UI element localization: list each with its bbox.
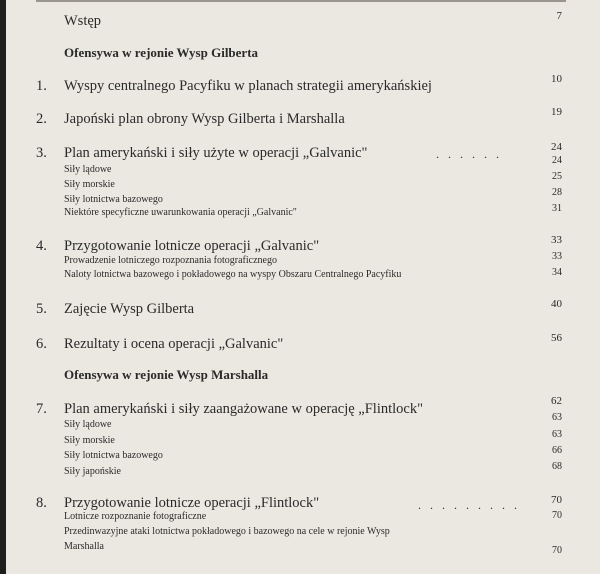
chapter-5-number: 5. [36,301,47,317]
chapter-4-sub-2-page: 34 [552,267,562,278]
chapter-5-title: Zajęcie Wysp Gilberta [64,301,195,317]
chapter-3-sub-3: Siły lotnictwa bazowego [64,194,163,205]
chapter-7-sub-3-page: 66 [552,445,562,456]
chapter-6-page: 56 [551,332,562,344]
section-title-marshall: Ofensywa w rejonie Wysp Marshalla [64,367,269,382]
chapter-7-number: 7. [36,401,47,417]
book-page [6,0,600,574]
chapter-3-sub-2: Siły morskie [64,179,115,190]
leader-dots: . . . . . . [436,147,502,161]
chapter-8-title: Przygotowanie lotnicze operacji „Flintlock" [64,495,320,511]
chapter-7-sub-1: Siły lądowe [64,419,112,430]
chapter-3-sub-1-page: 24 [552,155,562,166]
chapter-4-page: 33 [551,234,562,246]
chapter-8-sub-3-page: 70 [552,545,562,556]
chapter-6-title: Rezultaty i ocena operacji „Galvanic" [64,336,284,352]
leader-dots: . . . . . . . . . [418,498,520,512]
chapter-3-sub-4: Niektóre specyficzne uwarunkowania operacji „Galvanic" [64,207,297,218]
chapter-6-number: 6. [36,336,47,352]
chapter-3-title: Plan amerykański i siły użyte w operacji „Galvanic" [64,145,368,161]
chapter-5-page: 40 [551,298,562,310]
toc-intro-page: 7 [556,10,562,22]
chapter-8-sub-1: Lotnicze rozpoznanie fotograficzne [64,511,207,522]
chapter-4-sub-2: Naloty lotnictwa bazowego i pokładowego na wyspy Obszaru Centralnego Pacyfiku [64,269,402,280]
chapter-7-sub-2: Siły morskie [64,435,115,446]
chapter-8-sub-2: Przedinwazyjne ataki lotnictwa pokładowego i bazowego na cele w rejonie Wysp [64,526,390,537]
chapter-1-title: Wyspy centralnego Pacyfiku w planach strategii amerykańskiej [64,78,432,94]
chapter-3-sub-1: Siły lądowe [64,164,112,175]
chapter-8-page: 70 [551,494,562,506]
chapter-8-sub-3: Marshalla [64,541,104,552]
chapter-7-sub-4-page: 68 [552,461,562,472]
chapter-3-sub-2-page: 25 [552,171,562,182]
page-edge-rule [36,0,566,2]
chapter-2-page: 19 [551,106,562,118]
chapter-3-sub-4-page: 31 [552,203,562,214]
chapter-1-number: 1. [36,78,47,94]
section-title-gilbert: Ofensywa w rejonie Wysp Gilberta [64,45,259,60]
toc-intro-label: Wstęp [64,13,102,29]
chapter-2-title: Japoński plan obrony Wysp Gilberta i Marshalla [64,111,345,127]
chapter-7-sub-2-page: 63 [552,429,562,440]
chapter-3-page: 24 [551,141,562,153]
chapter-4-title: Przygotowanie lotnicze operacji „Galvanic" [64,238,320,254]
chapter-1-page: 10 [551,73,562,85]
chapter-7-page: 62 [551,395,562,407]
chapter-7-sub-4: Siły japońskie [64,466,121,477]
chapter-3-sub-3-page: 28 [552,187,562,198]
chapter-7-sub-1-page: 63 [552,412,562,423]
chapter-4-number: 4. [36,238,47,254]
chapter-7-title: Plan amerykański i siły zaangażowane w operację „Flintlock" [64,401,424,417]
chapter-8-number: 8. [36,495,47,511]
chapter-8-sub-1-page: 70 [552,510,562,521]
chapter-7-sub-3: Siły lotnictwa bazowego [64,450,163,461]
chapter-4-sub-1-page: 33 [552,251,562,262]
chapter-2-number: 2. [36,111,47,127]
chapter-3-number: 3. [36,145,47,161]
chapter-4-sub-1: Prowadzenie lotniczego rozpoznania fotograficznego [64,255,277,266]
